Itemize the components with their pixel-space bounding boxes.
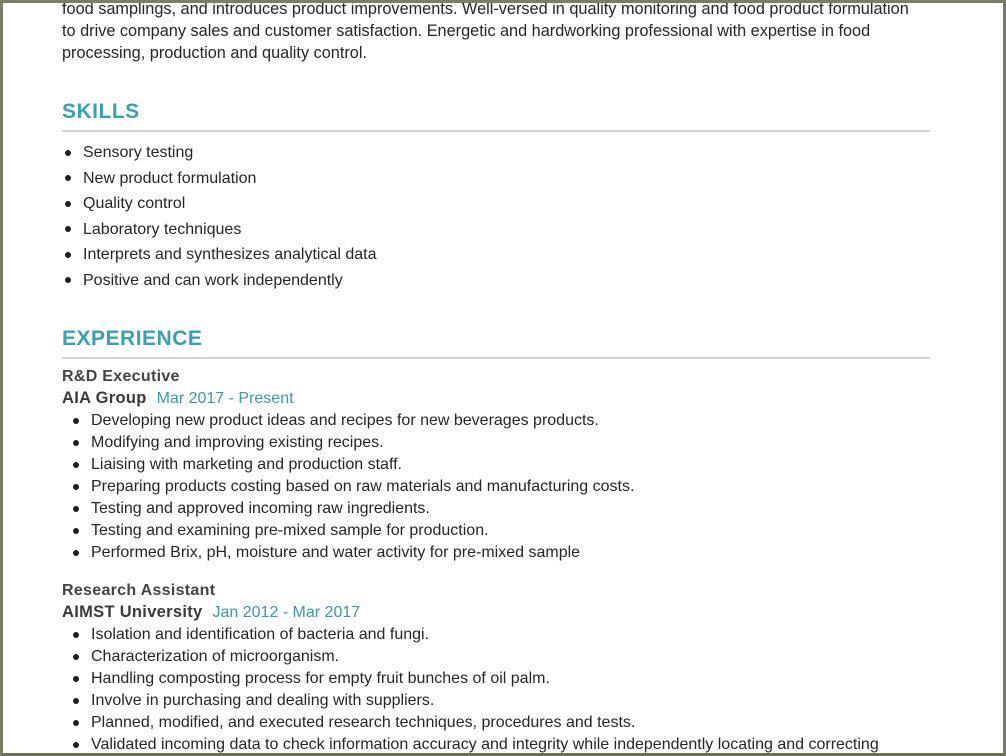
job-bullet: Preparing products costing based on raw materials and manufacturing costs.	[91, 476, 634, 498]
job-title: R&D Executive	[62, 368, 180, 385]
job-bullet: Liaising with marketing and production staff.	[91, 454, 634, 476]
skills-divider	[62, 130, 930, 132]
skill-item: Quality control	[83, 191, 377, 217]
job-bullet: Modifying and improving existing recipes.	[91, 432, 634, 454]
skills-heading: SKILLS	[62, 100, 140, 123]
skill-item: Laboratory techniques	[83, 217, 377, 243]
skill-item: Positive and can work independently	[83, 268, 377, 294]
job-dates: Mar 2017 - Present	[156, 390, 294, 407]
summary-line: food samplings, and introduces product improvements. Well-versed in quality monitoring and food product formulation	[62, 0, 909, 18]
job-bullet: Developing new product ideas and recipes for new beverages products.	[91, 410, 634, 432]
job-bullet: Planned, modified, and executed research techniques, procedures and tests.	[91, 712, 879, 734]
job-bullets	[91, 624, 879, 756]
job-company-line	[62, 389, 294, 408]
summary-line: processing, production and quality control.	[62, 44, 368, 62]
job-bullet: Performed Brix, pH, moisture and water activity for pre-mixed sample	[91, 542, 634, 564]
skill-item: New product formulation	[83, 166, 377, 192]
job-bullet: Isolation and identification of bacteria and fungi.	[91, 624, 879, 646]
job-bullet: Characterization of microorganism.	[91, 646, 879, 668]
job-company-line	[62, 603, 360, 622]
job-title: Research Assistant	[62, 582, 216, 599]
job-dates: Jan 2012 - Mar 2017	[212, 604, 361, 621]
job-bullet: Testing and examining pre-mixed sample for production.	[91, 520, 634, 542]
experience-divider	[62, 357, 930, 359]
experience-heading: EXPERIENCE	[62, 327, 203, 350]
company-name: AIMST University	[62, 603, 203, 621]
job-bullet: Involve in purchasing and dealing with suppliers.	[91, 690, 879, 712]
skill-item: Interprets and synthesizes analytical data	[83, 242, 377, 268]
company-name: AIA Group	[62, 389, 147, 407]
summary-line: to drive company sales and customer satisfaction. Energetic and hardworking professional with expertise in food	[62, 22, 871, 40]
skills-list	[83, 140, 377, 293]
job-bullet: Validated incoming data to check information accuracy and integrity while independently locating and correcting	[91, 734, 879, 756]
skill-item: Sensory testing	[83, 140, 377, 166]
job-bullet: Testing and approved incoming raw ingredients.	[91, 498, 634, 520]
job-bullets	[91, 410, 634, 564]
summary-paragraph	[62, 0, 930, 64]
job-bullet: Handling composting process for empty fruit bunches of oil palm.	[91, 668, 879, 690]
